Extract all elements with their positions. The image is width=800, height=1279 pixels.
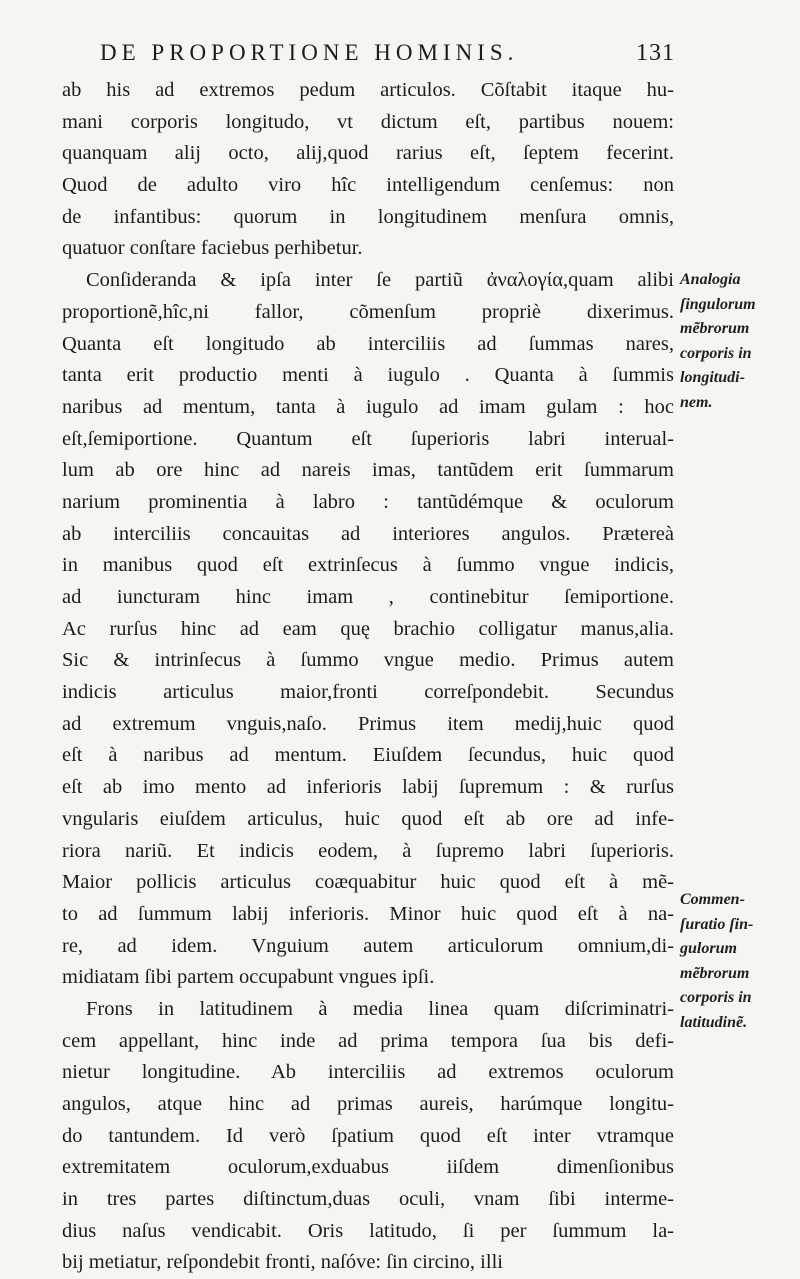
- text-line: in tres partes diſtinctum,duas oculi, vnam ſibi interme-: [62, 1188, 674, 1211]
- marginal-line: corporis in: [680, 989, 752, 1006]
- text-line: angulos, atque hinc ad primas aureis, harúmque longitu-: [62, 1093, 674, 1115]
- text-line: bij metiatur, reſpondebit fronti, naſóve: ſin circino, illi: [62, 1251, 503, 1274]
- running-head: [100, 36, 675, 72]
- text-line: quanquam alij octo, alij,quod rarius eſt, ſeptem fecerint.: [62, 142, 674, 165]
- marginal-line: corporis in: [680, 344, 752, 362]
- text-line: mani corporis longitudo, vt dictum eſt, partibus nouem:: [62, 110, 674, 133]
- text-line: proportionẽ,hîc,ni fallor, cõmenſum propriè dixerimus.: [62, 300, 674, 323]
- text-line: riora nariũ. Et indicis eodem, à ſupremo labri ſuperioris.: [62, 839, 674, 862]
- marginal-line: mẽbrorum: [680, 964, 750, 982]
- text-line: in manibus quod eſt extrinſecus à ſummo vngue indicis,: [62, 554, 674, 577]
- marginal-line: longitudi-: [680, 369, 745, 386]
- text-line: Conſideranda & ipſa inter ſe partiũ ἀναλογία,quam alibi: [86, 269, 674, 292]
- text-line: Maior pollicis articulus coæquabitur huic quod eſt à mẽ-: [62, 871, 674, 894]
- marginal-line: Commen-: [680, 891, 745, 908]
- marginal-note-commensuratio: [680, 888, 792, 1035]
- text-line: ab interciliis concauitas ad interiores angulos. Prætereà: [62, 522, 674, 545]
- text-line: quatuor conſtare faciebus perhibetur.: [62, 237, 363, 260]
- marginal-line: ſuratio ſin-: [680, 915, 754, 933]
- text-line: Quod de adulto viro hîc intelligendum cenſemus: non: [62, 174, 674, 197]
- text-line: extremitatem oculorum,exduabus iiſdem dimenſionibus: [62, 1156, 674, 1179]
- page-number: 131: [636, 40, 675, 66]
- marginal-line: gulorum: [680, 940, 737, 957]
- text-line: Sic & intrinſecus à ſummo vngue medio. Primus autem: [62, 649, 674, 672]
- marginal-line: mẽbrorum: [680, 320, 750, 337]
- body-text: [62, 75, 674, 1279]
- text-line: dius naſus vendicabit. Oris latitudo, ſi per ſummum la-: [62, 1219, 674, 1242]
- marginal-note-analogia: [680, 268, 792, 415]
- text-line: indicis articulus maior,fronti correſpondebit. Secundus: [62, 681, 674, 704]
- text-line: do tantundem. Id verò ſpatium quod eſt inter vtramque: [62, 1124, 674, 1147]
- text-line: Ac rurſus hinc ad eam quę brachio colligatur manus,alia.: [62, 617, 674, 640]
- text-line: ad extremum vnguis,naſo. Primus item medij,huic quod: [62, 712, 674, 735]
- text-line: cem appellant, hinc inde ad prima tempora ſua bis defi-: [62, 1029, 674, 1052]
- text-line: eſt à naribus ad mentum. Eiuſdem ſecundus, huic quod: [62, 744, 674, 767]
- marginal-line: Analogia: [680, 271, 741, 288]
- text-line: tanta erit productio menti à iugulo . Quanta à ſummis: [62, 364, 674, 387]
- running-title: DE PROPORTIONE HOMINIS.: [100, 40, 519, 65]
- text-line: narium prominentia à labro : tantũdémque & oculorum: [62, 490, 674, 513]
- text-line: to ad ſummum labij inferioris. Minor huic quod eſt à na-: [62, 902, 674, 925]
- text-line: ad iuncturam hinc imam , continebitur ſemiportione.: [62, 586, 674, 608]
- text-line: naribus ad mentum, tanta à iugulo ad imam gulam : hoc: [62, 395, 674, 418]
- text-line: nietur longitudine. Ab interciliis ad extremos oculorum: [62, 1061, 674, 1084]
- text-line: Frons in latitudinem à media linea quam diſcriminatri-: [86, 997, 674, 1020]
- text-line: eſt,ſemiportione. Quantum eſt ſuperioris labri interual-: [62, 427, 674, 450]
- marginal-line: latitudinẽ.: [680, 1013, 748, 1031]
- text-line: Quanta eſt longitudo ab interciliis ad ſummas nares,: [62, 332, 674, 355]
- text-line: de infantibus: quorum in longitudinem menſura omnis,: [62, 205, 674, 228]
- text-line: ab his ad extremos pedum articulos. Cõſtabit itaque hu-: [62, 79, 674, 101]
- marginal-line: nem.: [680, 393, 713, 411]
- text-line: vngularis eiuſdem articulus, huic quod eſt ab ore ad infe-: [62, 807, 674, 830]
- text-line: re, ad idem. Vnguium autem articulorum omnium,di-: [62, 934, 674, 957]
- text-line: lum ab ore hinc ad nareis imas, tantũdem erit ſummarum: [62, 459, 674, 482]
- marginal-line: ſingulorum: [680, 295, 756, 313]
- text-line: midiatam ſibi partem occupabunt vngues ipſi.: [62, 966, 435, 989]
- text-line: eſt ab imo mento ad inferioris labij ſupremum : & rurſus: [62, 776, 674, 799]
